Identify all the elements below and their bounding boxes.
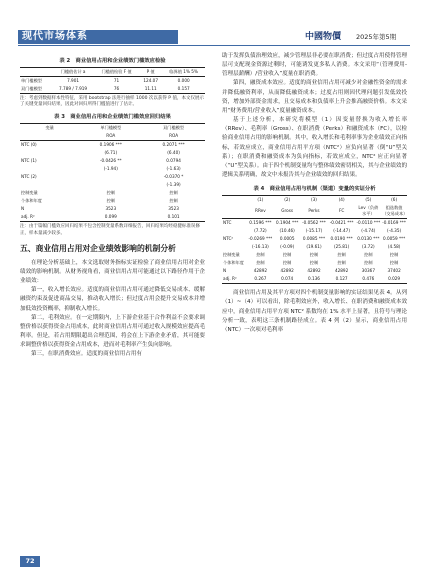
body-paragraph: 第三，在职消费效应。适度的商业信用占用有 <box>31 351 142 358</box>
body-paragraph: 第一，收入增长效应。适度的商业信用占用可通过降低交易成本、缓解融资约束及促进商品交易，推动收入增长；但过度占用会提升交易成本并增加低效投资概率，抑制收入增长。 <box>20 287 205 312</box>
right-column <box>222 52 407 335</box>
table2-note: 注：考虑到数据样本性特征，采用 bootstrap 法进行抽样 1000 次以获得 P 值，本文仅展示了关键变量回归结果，因此对回归所得门槛值进行了估计。 <box>20 96 204 108</box>
table2-col: P 值 <box>139 68 162 77</box>
table-row: 双门槛模型 7.789 / 7.919 76 11.11 0.157 <box>20 85 205 94</box>
header-rule <box>18 45 410 46</box>
body-paragraph: 基于上述分析，本研究将模型（1）因变量替换为收入增长率（RRev）、毛利率（Gross）、在职消费（Perks）和融资成本（FC），以检验商业信用占用的影响机制。其中，收入增长和毛利率事为企业绩效正向指标，若效应成立，商业信用占用平方项（NTC²）应负向显著（倒“U”型关系）；在职消费和融资成本为负向指标，若效应成立，NTC² 应正向显著（“U”型关系）。由于四个机制变量均与整体绩效密切相关，其与企业绩效的逻辑关系明确，故文中未报告其与企业绩效的回归结果。 <box>222 117 407 179</box>
table-row: adj. R² 0.099 0.101 <box>20 213 205 222</box>
table2-col: 门槛值检验 F 值 <box>94 68 139 77</box>
table-row: NTC (0) 0.1906 *** 0.2071 *** <box>21 142 185 148</box>
table-row: NTC² -0.0269 *** 0.0005 0.0085 *** 0.0190 *** 0.0130 *** 0.0059 *** <box>223 236 406 242</box>
table2-col: 临界值 1% 5% <box>162 68 205 77</box>
section-heading: 五、商业信用占用对企业绩效影响的机制分析 <box>20 243 176 253</box>
body-paragraph: 第四，融资成本效应。适度的商业信用占用可减少对金融性资金的需求并降低融资利率，从而降低融资成本；过度占用则因代理问题引发低效投资，增加外部资金需求，且交易成本和负债率上升会推高融资价格。本文采用“财务费用/营业收入”度量融资成本。 <box>222 80 407 114</box>
journal-title: 现代市场体系 <box>22 31 88 42</box>
table-row: 单门槛模型 7.901 71 124.07 0.000 <box>21 78 190 83</box>
table-row: NTC 0.1596 *** 0.1904 *** -0.0562 *** -0.0421 *** -0.0110 *** -0.0169 *** <box>223 220 406 226</box>
table-row: (-1.94) (-1.63) <box>103 166 181 172</box>
table-row: (-16.13) (-0.09) (19.61) (25.81) (3.72) (4.58) <box>251 244 401 250</box>
table-row: NTC (1) -0.0426 ** 0.0794 <box>21 158 181 164</box>
table-row: (6.71) (6.40) <box>104 150 180 156</box>
table-row: 个体和年度 控制 控制 <box>21 198 178 204</box>
table3-caption: 表 3 商业信用占用和企业绩效门槛效应回归结果 <box>54 114 171 121</box>
table-row: NTC (2) -0.0370 * <box>21 174 184 180</box>
table2 <box>20 67 205 94</box>
table-row: 控制变量 控制 控制 控制 控制 控制 控制 <box>223 252 399 258</box>
table4-caption: 表 4 商业信用占用与机制（渠道）变量的实证分析 <box>253 186 376 193</box>
table3-note: 注：由于篇幅门槛效应回归结果不包含控制变量系数详细报告，回归结果均经稳健标准误修正，样本量减少较多。 <box>20 224 200 236</box>
table2-col <box>20 68 52 77</box>
table2-caption: 表 2 商业信用占用和企业绩效门槛效应检验 <box>59 58 166 64</box>
table-row: 控制变量 控制 控制 <box>21 190 178 196</box>
body-paragraph: 助于发挥负债治理效应，减少管理层非必要在职消费；但过度占用使得管理层可支配现金资源过剩时，可能诱发更多私人消费。本文采用“（管理费用-管理层薪酬）/营业收入”度量在职消费。 <box>222 53 407 78</box>
table2-col: 门槛值估计 a <box>52 68 94 77</box>
table-row: (-1.39) <box>166 182 181 188</box>
table4: (1) (2) (3) (4) (5) (6) RRev Gross Perks FC Lev（负债水平） 组选数值（交易成本） NTC 0.1596 *** 0.1904 *** -0.0562 *** -0.0421 *** -0.0110 *** -0.0169 *** (7.72) (10.46) (-15.17) (-14.47) (-4.74) (-4.35) NTC² -0.0269 *** 0.0005 0.0085 *** 0.0190 *** 0.0130 *** 0.0059 *** (-16.13) (-0.09) (19.61) (25.81) (3.72) (4.58) 控制变量 控制 控制 控制 控制 控制 控制 个体和年度 控制 控制 控制 控制 控制 控制 N 42892 42892 42892 42892 30367 37402 adj. R² 0.267 0.074 0.136 0.127 0.476 0.029 <box>222 195 407 284</box>
table-row: N 3523 3523 <box>21 206 179 212</box>
page-header <box>0 0 427 42</box>
table-row: 个体和年度 控制 控制 控制 控制 控制 控制 <box>223 260 399 266</box>
body-paragraph: 商业信用占用及其平方项对四个机制变量影响的实证结果见表 4。从列（1）~（4）可以看出，除毛利效应外，收入增长、在职消费和融资成本效应中，商业信用占用平方项 NTC² 系数均在 1% 水平上显著，且符号与理论分析一致，表明这三条机制路径成立。表 4 列（2）显示，商业信用占用（NTC）一次项对毛利率 <box>222 290 407 333</box>
page-number: 72 <box>20 556 40 567</box>
left-column <box>20 52 205 360</box>
table-row: adj. R² 0.267 0.074 0.136 0.127 0.476 0.029 <box>222 275 407 284</box>
table3: 变量 单门槛模型 双门槛模型 ROA ROA NTC (0) 0.1906 *** 0.2071 *** (6.71) (6.40) NTC (1) -0.0426 ** 0.0794 (-1.94) (-1.63) NTC (2) -0.0370 * (-1.39) 控制变量 控制 控制 个体和年度 控制 控制 N 3523 3523 adj. R² 0.099 0.101 <box>20 123 205 222</box>
journal-brand: 中國物價 <box>305 32 342 42</box>
body-paragraph: 第二，毛利效应。在一定期限内，上下游企业基于合作利益不会要求调整价格以获得资金占用成本，此时商业信用占用可通过收入规模效应提高毛利率。但是，若占用期限超出合理范围，将会在上下游企业矛盾，其可能要求调整价格以获得资金占用成本，进而对毛利率产生负向影响。 <box>20 314 205 349</box>
table-row: N 42892 42892 42892 42892 30367 37402 <box>223 268 401 274</box>
issue-label: 2025年第5期 <box>356 33 397 41</box>
table-row: (7.72) (10.46) (-15.17) (-14.47) (-4.74) (-4.35) <box>254 228 402 234</box>
body-paragraph: 在理论分析基础上，本文选取财务指标实证检验了商业信用占用对企业绩效的影响机制。从财务视角看，商业信用占用可能通过以下路径作用于企业绩效： <box>20 259 205 285</box>
